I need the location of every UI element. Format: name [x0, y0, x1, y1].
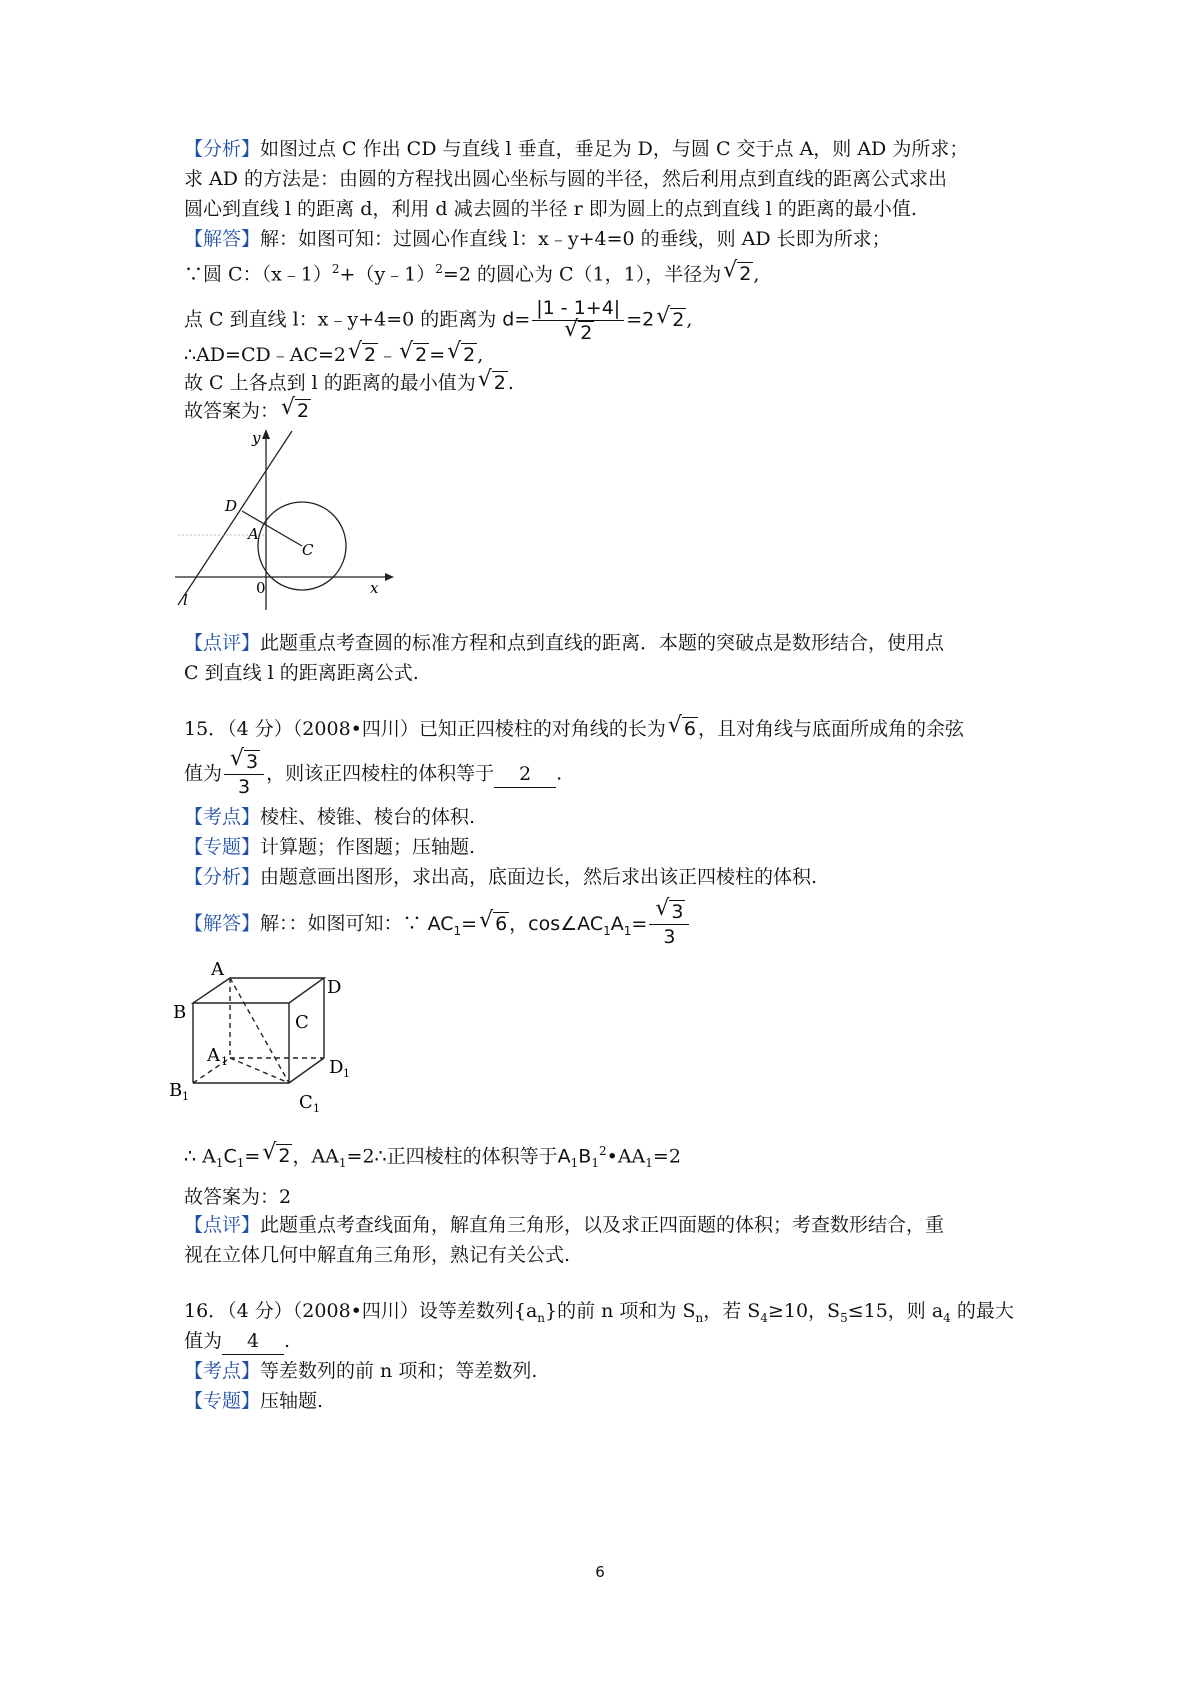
kaodian-text: 等差数列的前 n 项和；等差数列. [260, 1360, 538, 1382]
q16-stem-1: 16．（4 分）（2008•四川）设等差数列{a [184, 1300, 538, 1322]
circle-line-figure [170, 425, 400, 615]
sqrt-3 [655, 900, 685, 924]
q16-stem-7: 值为 [184, 1330, 223, 1352]
q15-answer-blank: 2 [494, 761, 556, 788]
sqrt-6 [479, 911, 509, 937]
q15-line-1 [184, 716, 964, 742]
comma: , [477, 344, 484, 366]
q16-stem-5: ≤15，则 a [847, 1300, 944, 1322]
equals: = [429, 344, 446, 366]
answer-line-3 [184, 296, 692, 345]
label-c1: C [299, 1092, 313, 1113]
ac-label: AC [427, 912, 454, 935]
subscript: 1 [236, 1156, 245, 1171]
q16-stem-2: }的前 n 项和为 S [545, 1300, 696, 1322]
label-d1-sub: 1 [343, 1067, 350, 1080]
exponent: 2 [331, 262, 340, 276]
q15-stem-1: 15．（4 分）（2008•四川）已知正四棱柱的对角线的长为 [184, 718, 666, 740]
q15-stem-4: ，则该正四棱柱的体积等于 [266, 762, 495, 785]
radicand: 3 [246, 751, 259, 773]
b-label: B [578, 1145, 592, 1168]
comma: , [686, 308, 693, 331]
distance-text: 点 C 到直线 l：x﹣y+4=0 的距离为 [184, 308, 497, 331]
label-a1: A [207, 1045, 220, 1066]
d-label: d= [502, 308, 531, 331]
period: . [507, 372, 514, 394]
q15-line-2 [184, 750, 562, 799]
radicand: 2 [415, 344, 428, 366]
diagonal-a1c1 [230, 1058, 289, 1083]
label-d1: D [329, 1057, 344, 1078]
q15-kaodian [184, 804, 475, 830]
exponent: 2 [435, 262, 443, 276]
subscript: 1 [623, 923, 632, 938]
q15-volume-line [184, 1138, 681, 1176]
q16-answer-blank: 4 [222, 1328, 284, 1355]
aa1-label: ，AA [292, 1145, 339, 1168]
kaodian-tag: 【考点】 [184, 1360, 261, 1382]
q16-stem-4: ≥10，S [767, 1300, 841, 1322]
subscript: 1 [603, 923, 611, 938]
label-b: B [173, 1002, 187, 1023]
radicand: 2 [364, 344, 377, 366]
label-b1: B [169, 1080, 183, 1101]
sqrt-2 [348, 342, 378, 368]
edge-c1d1 [289, 1058, 324, 1083]
period: . [284, 1330, 291, 1352]
ad-text: ∴AD=CD﹣AC=2 [184, 344, 347, 366]
answer-line-6 [184, 398, 311, 424]
diagonal-ac1 [230, 978, 289, 1083]
a-label: A [557, 1145, 571, 1168]
sqrt-2 [723, 261, 753, 287]
q16-line-1 [184, 1298, 1014, 1331]
comment-text: 此题重点考查圆的标准方程和点到直线的距离．本题的突破点是数形结合，使用点 [260, 632, 945, 654]
min-distance-text: 故 C 上各点到 l 的距离的最小值为 [184, 372, 476, 394]
a1c1-label: ∴ A [184, 1145, 216, 1168]
sqrt-2 [564, 321, 594, 345]
prism-figure [165, 955, 365, 1115]
jieda-text: 解：：如图可知：∵ [260, 912, 422, 935]
circle-eq-part-3: =2 的圆心为 C（1，1），半径为 [442, 263, 722, 286]
line-l [178, 431, 292, 605]
answer-tag: 【解答】 [184, 228, 261, 250]
kaodian-text: 棱柱、棱锥、棱台的体积. [260, 806, 476, 828]
radicand: 2 [297, 400, 310, 422]
sqrt-3 [230, 750, 260, 774]
fraction-denominator: 3 [238, 776, 251, 798]
y-axis-arrow [262, 429, 270, 439]
radicand: 2 [580, 322, 593, 344]
fraction-sqrt3-over-3 [649, 900, 689, 949]
q15-stem-2: ，且对角线与底面所成角的余弦 [697, 718, 964, 740]
subscript: 1 [215, 1156, 224, 1171]
comment-line-2: C 到直线 l 的距离距离公式. [184, 662, 419, 684]
q16-line-2 [184, 1328, 290, 1355]
minus: ﹣ [378, 344, 398, 366]
q15-final-answer: 故答案为：2 [184, 1186, 292, 1208]
label-a1-sub: 1 [221, 1055, 228, 1068]
fraction-numerator: |1 - 1+4| [532, 296, 624, 321]
sqrt-2 [262, 1143, 292, 1169]
answer-tag: 【解答】 [184, 912, 261, 935]
fenxi-text: 由题意画出图形，求出高，底面边长，然后求出该正四棱柱的体积. [260, 866, 818, 888]
subscript: 1 [645, 1156, 653, 1171]
equals: = [244, 1145, 261, 1168]
fraction-sqrt3-over-3 [224, 750, 264, 799]
q16-kaodian [184, 1358, 537, 1384]
analysis-tag: 【分析】 [184, 866, 261, 888]
answer-text: 解：如图可知：过圆心作直线 l：x﹣y+4=0 的垂线，则 AD 长即为所求； [260, 228, 891, 250]
zhuanti-text: 计算题；作图题；压轴题. [260, 836, 476, 858]
label-origin: 0 [256, 579, 266, 597]
equals: = [461, 912, 478, 935]
subscript: 1 [338, 1156, 347, 1171]
answer-line-1 [184, 226, 891, 252]
subscript: 4 [943, 1310, 951, 1325]
radicand: 6 [683, 718, 696, 740]
label-a: A [248, 525, 259, 543]
answer-label: 故答案为： [184, 400, 280, 422]
fraction-denominator: 3 [663, 926, 676, 948]
aa-label: •AA [606, 1145, 646, 1168]
distance-fraction [532, 296, 624, 345]
subscript: 4 [760, 1310, 768, 1325]
c-label: C [223, 1145, 237, 1168]
radicand: 2 [493, 372, 506, 394]
sqrt-2 [447, 342, 477, 368]
period: . [556, 762, 563, 785]
label-d: D [225, 497, 238, 515]
q15-comment-1 [184, 1212, 944, 1238]
zhuanti-tag: 【专题】 [184, 1390, 261, 1412]
q15-fenxi [184, 864, 817, 890]
label-c: C [295, 1012, 309, 1033]
result: =2 [652, 1145, 681, 1168]
answer-line-2 [184, 256, 759, 287]
radicand: 2 [739, 263, 752, 286]
comment-tag: 【点评】 [184, 632, 261, 654]
comment-line-1 [184, 630, 944, 656]
comment-text: 此题重点考查线面角，解直角三角形，以及求正四面题的体积；考查数形结合，重 [260, 1214, 945, 1236]
analysis-text: 如图过点 C 作出 CD 与直线 l 垂直，垂足为 D，与圆 C 交于点 A，则 AD 为所求； [260, 138, 969, 160]
top-face [193, 978, 324, 1003]
q16-stem-6: 的最大 [950, 1300, 1014, 1322]
subscript: 1 [591, 1156, 599, 1171]
equals-2: =2 [626, 308, 655, 331]
volume-text: =2∴正四棱柱的体积等于 [346, 1145, 558, 1168]
x-axis-arrow [385, 573, 394, 581]
analysis-line-2: 求 AD 的方法是：由圆的方程找出圆心坐标与圆的半径，然后利用点到直线的距离公式求出 [184, 168, 948, 190]
sqrt-2 [656, 307, 686, 333]
subscript: 5 [840, 1310, 848, 1325]
comma: , [753, 263, 760, 286]
label-c1-sub: 1 [313, 1102, 320, 1115]
answer-line-5 [184, 370, 514, 396]
exponent: 2 [598, 1144, 607, 1158]
answer-line-4 [184, 342, 483, 368]
radicand: 3 [671, 901, 684, 923]
cos-label: ，cos∠AC [509, 912, 604, 935]
q15-comment-2: 视在立体几何中解直角三角形，熟记有关公式. [184, 1244, 571, 1266]
subscript: 1 [570, 1156, 579, 1171]
radicand: 6 [495, 912, 508, 935]
zhuanti-tag: 【专题】 [184, 836, 261, 858]
label-c: C [302, 541, 314, 559]
a-label: A [610, 912, 624, 935]
q16-stem-3: ，若 S [703, 1300, 761, 1322]
zhuanti-text: 压轴题. [260, 1390, 324, 1412]
label-a: A [211, 959, 224, 980]
analysis-line-1 [184, 136, 968, 162]
page-number: 6 [595, 1563, 605, 1581]
sqrt-6 [668, 716, 698, 742]
q15-stem-3: 值为 [184, 762, 223, 785]
q15-jieda [184, 900, 691, 949]
label-b1-sub: 1 [182, 1090, 189, 1103]
radicand: 2 [463, 344, 476, 366]
subscript: n [537, 1310, 546, 1325]
label-l: l [183, 591, 188, 609]
comment-tag: 【点评】 [184, 1214, 261, 1236]
q15-zhuanti [184, 834, 475, 860]
sqrt-2 [399, 342, 429, 368]
sqrt-2 [478, 370, 508, 396]
kaodian-tag: 【考点】 [184, 806, 261, 828]
label-x: x [370, 579, 379, 597]
subscript: n [695, 1310, 704, 1325]
circle-eq-part-1: ∵圆 C：（x﹣1） [184, 263, 332, 286]
label-d: D [327, 977, 342, 998]
sqrt-2 [281, 398, 311, 424]
analysis-tag: 【分析】 [184, 138, 261, 160]
equals: = [631, 912, 648, 935]
subscript: 1 [453, 923, 462, 938]
radicand: 2 [672, 308, 685, 331]
analysis-line-3: 圆心到直线 l 的距离 d，利用 d 减去圆的半径 r 即为圆上的点到直线 l 的距离的最小值. [184, 198, 917, 220]
radicand: 2 [278, 1145, 291, 1168]
label-y: y [252, 429, 261, 447]
q16-zhuanti [184, 1388, 323, 1414]
circle-eq-part-2: +（y﹣1） [339, 263, 436, 286]
